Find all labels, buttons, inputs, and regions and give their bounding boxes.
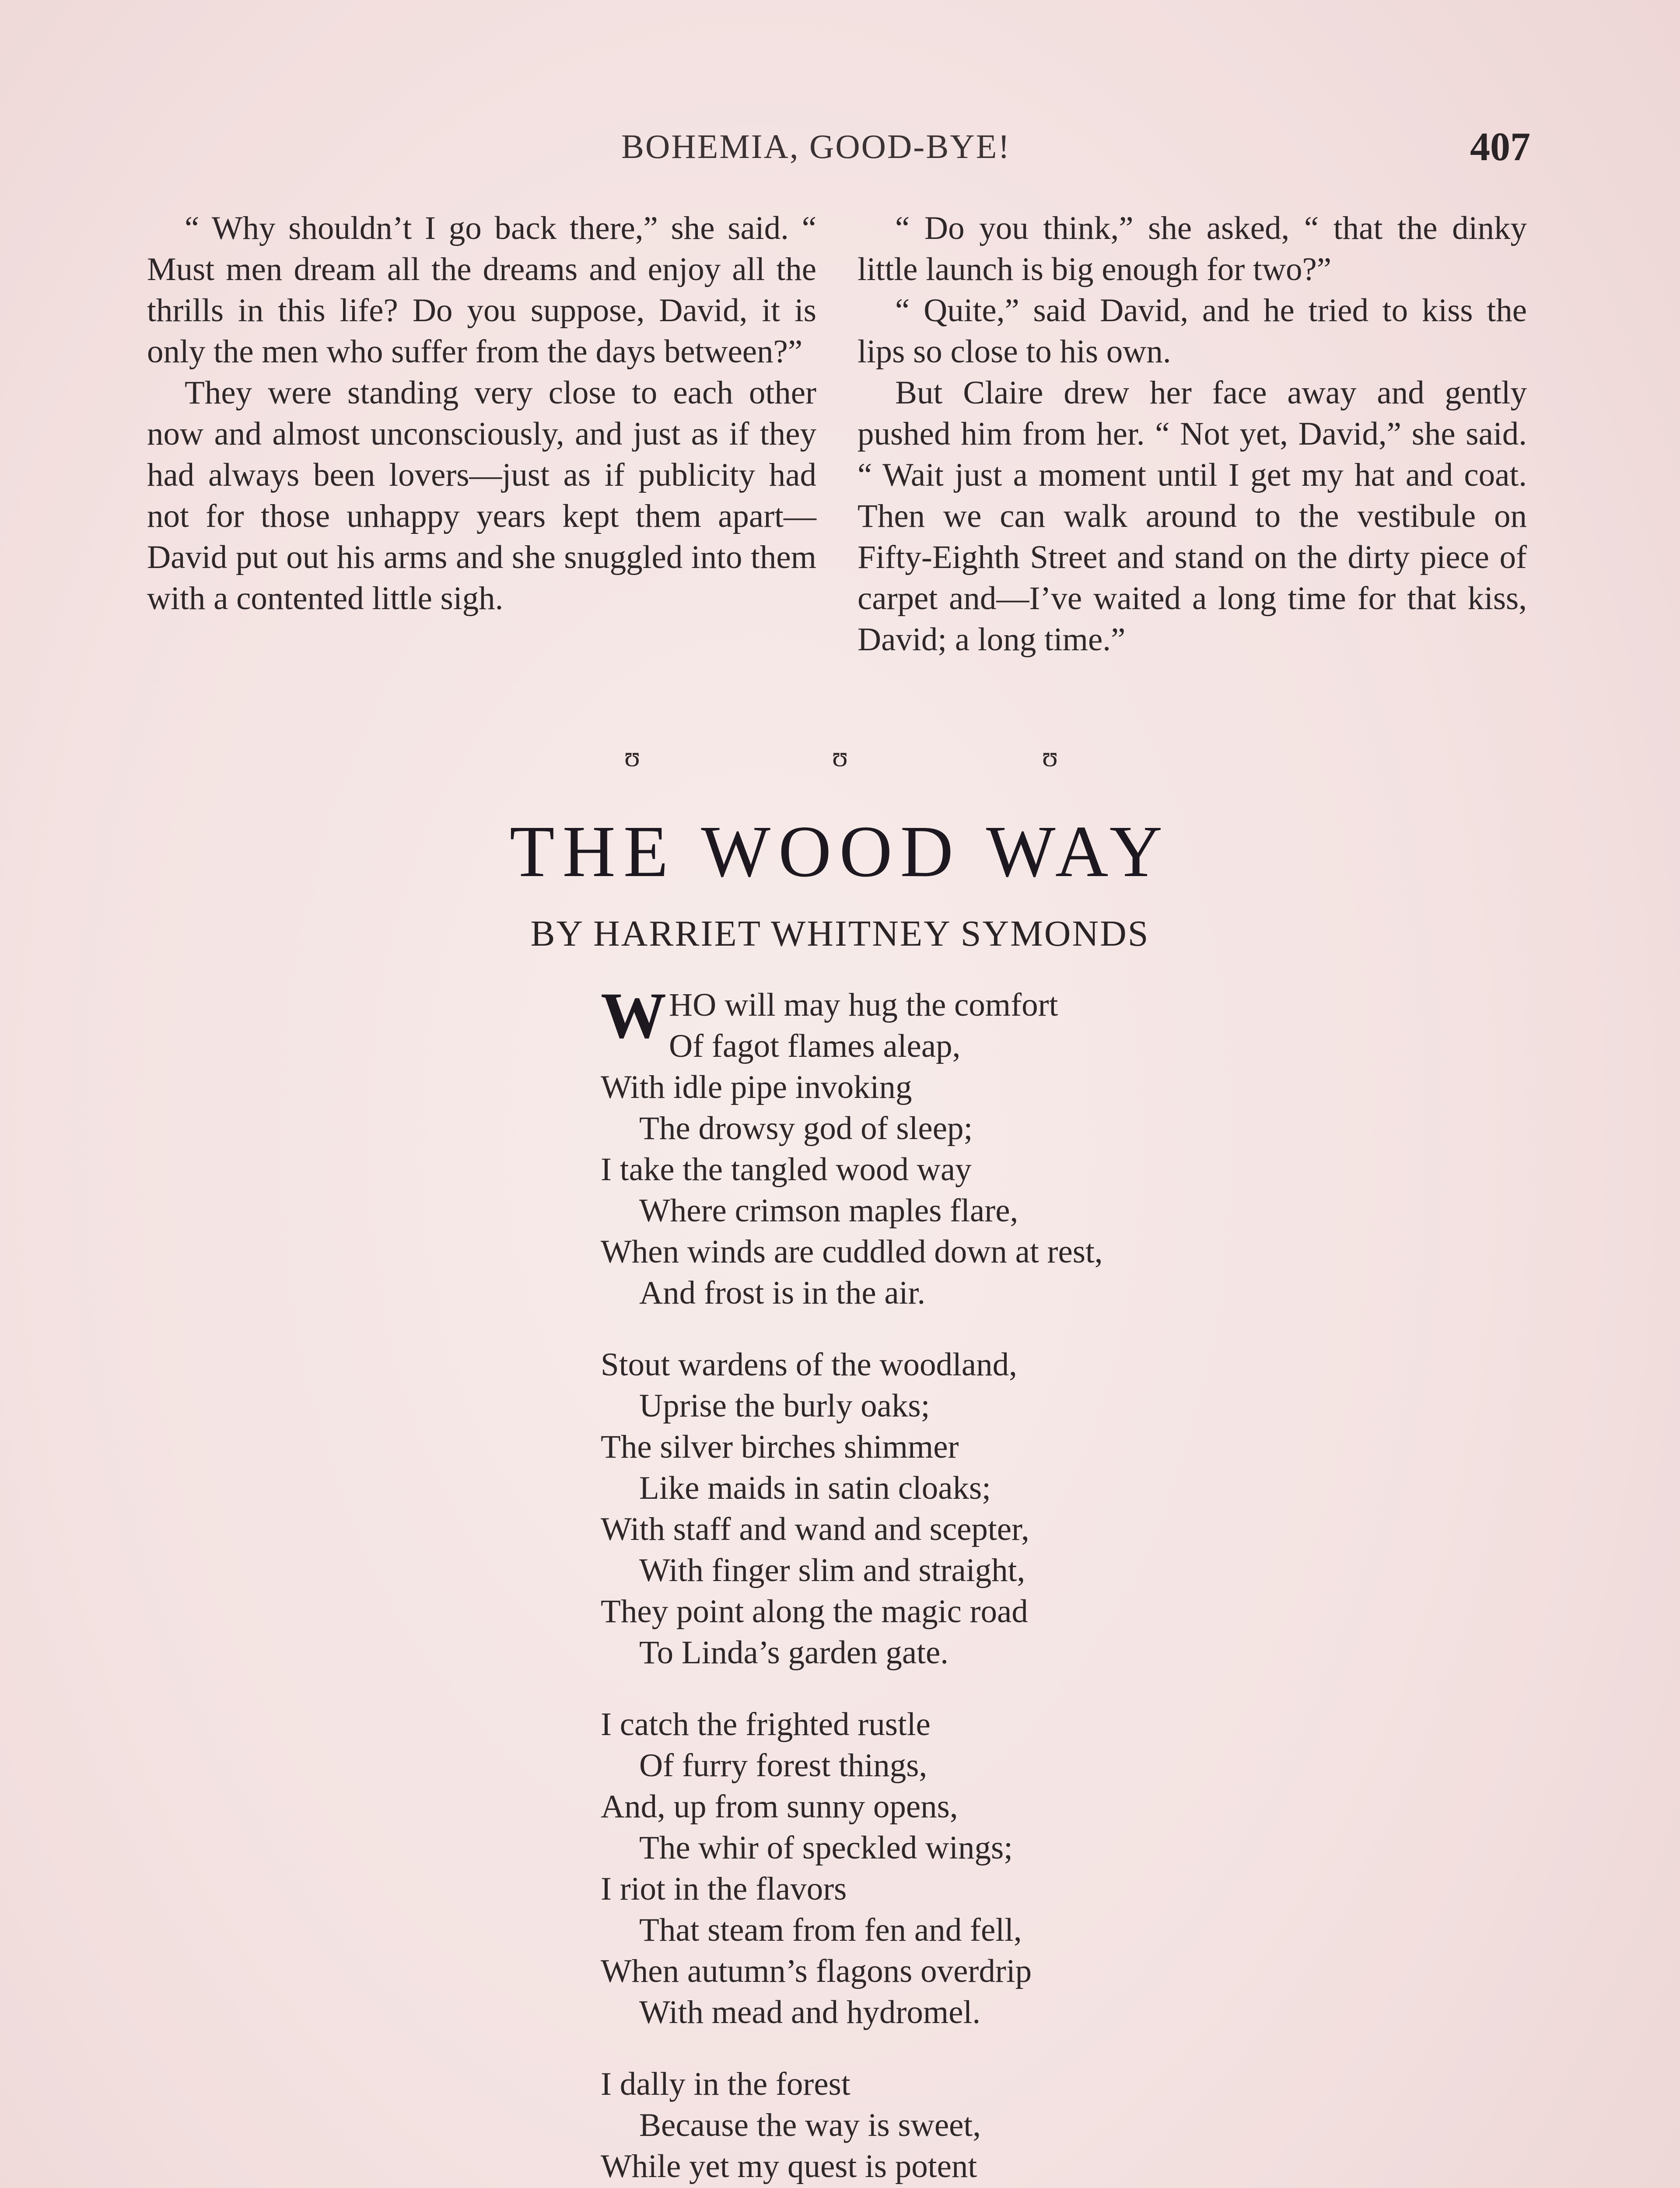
poem-line: When winds are cuddled down at rest, <box>601 1234 1103 1270</box>
running-title: BOHEMIA, GOOD-BYE! <box>621 127 1011 165</box>
poem-line: The whir of speckled wings; <box>639 1830 1013 1866</box>
story-column-left <box>147 208 816 619</box>
poem-line: HO will may hug the comfort <box>669 987 1058 1023</box>
poem-line: Like maids in satin cloaks; <box>639 1470 991 1506</box>
page-number: 407 <box>1470 124 1530 169</box>
poem-line: They point along the magic road <box>601 1593 1028 1630</box>
poem-line: I take the tangled wood way <box>601 1151 972 1188</box>
poem-line: That steam from fen and fell, <box>639 1912 1022 1948</box>
poem-line: And frost is in the air. <box>639 1275 926 1311</box>
poem-line: Uprise the burly oaks; <box>639 1388 930 1424</box>
tulip-ornament-icon: ʊ <box>624 741 640 773</box>
poem-line: The drowsy god of sleep; <box>639 1110 973 1147</box>
poem-line: I dally in the forest <box>601 2066 850 2102</box>
poem-line: Where crimson maples flare, <box>639 1192 1018 1229</box>
story-column-right <box>858 208 1527 660</box>
poem-line: Of fagot flames aleap, <box>669 1028 961 1064</box>
poem-line: To Linda’s garden gate. <box>639 1634 949 1671</box>
section-ornaments <box>0 740 1680 779</box>
poem-line: Because the way is sweet, <box>639 2107 981 2143</box>
poem-line: The silver birches shimmer <box>601 1429 959 1465</box>
poem-line: And, up from sunny opens, <box>601 1788 958 1825</box>
story-paragraph: “ Do you think,” she asked, “ that the dinky little launch is big enough for two?” <box>858 210 1527 288</box>
tulip-ornament-icon: ʊ <box>832 741 848 773</box>
poem-line: I catch the frighted rustle <box>601 1706 931 1743</box>
poem-stanza <box>601 2064 1257 2188</box>
poem-line: With idle pipe invoking <box>601 1069 912 1105</box>
poem-line: When autumn’s flagons overdrip <box>601 1953 1032 1989</box>
poem-line: With staff and wand and scepter, <box>601 1511 1029 1547</box>
story-paragraph: “ Why shouldn’t I go back there,” she said. “ Must men dream all the dreams and enjoy all the thrills in this life? Do you suppose, David, it is only the men who suffer from the days between?” <box>147 210 816 370</box>
poem-byline: BY HARRIET WHITNEY SYMONDS <box>530 913 1150 954</box>
story-paragraph: “ Quite,” said David, and he tried to kiss the lips so close to his own. <box>858 292 1527 370</box>
tulip-ornament-icon: ʊ <box>1042 741 1058 773</box>
poem-line: I riot in the flavors <box>601 1871 847 1907</box>
poem-line: With finger slim and straight, <box>639 1552 1026 1588</box>
drop-cap: W <box>601 979 666 1052</box>
story-paragraph: They were standing very close to each other now and almost unconsciously, and just as if they had always been lovers—just as if publicity had not for those unhappy years kept them apart—David put out his arms and she snuggled into them with a contented little sigh. <box>147 375 816 617</box>
page-header <box>0 124 1680 175</box>
poem-stanza <box>601 1704 1257 2033</box>
poem-stanza <box>601 1344 1257 1673</box>
poem-line: While yet my quest is potent <box>601 2148 977 2184</box>
poem-body <box>601 979 1257 2188</box>
poem-line: Of furry forest things, <box>639 1747 928 1784</box>
poem-line: Stout wardens of the woodland, <box>601 1346 1017 1383</box>
poem-stanza <box>601 979 1257 1314</box>
story-paragraph: But Claire drew her face away and gently pushed him from her. “ Not yet, David,” she said. “ Wait just a moment until I get my hat and coat. Then we can walk around to the vestibule on Fifty-Eighth Street and stand on the dirty piece of carpet and—I’ve waited a long time for that kiss, David; a long time.” <box>858 375 1527 658</box>
poem-line: With mead and hydromel. <box>639 1994 981 2030</box>
poem-title: THE WOOD WAY <box>509 811 1171 892</box>
